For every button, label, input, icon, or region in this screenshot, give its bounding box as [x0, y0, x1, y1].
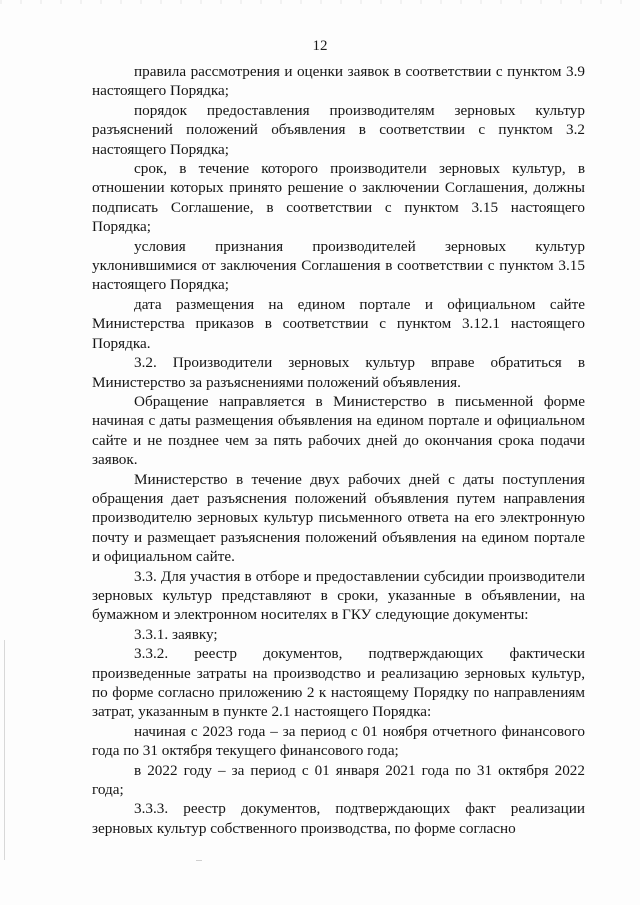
- paragraph-signing-deadline: срок, в течение которого производители зерновых культур, в отношении которых принято решение о заключении Соглашения, должны подписать Соглашение, в соответствии с пунктом 3.15 настоящего Порядка;: [92, 160, 585, 236]
- paragraph-3-2: 3.2. Производители зерновых культур вправе обратиться в Министерство за разъяснениями положений объявления.: [92, 354, 585, 391]
- paragraph-review-rules: правила рассмотрения и оценки заявок в соответствии с пунктом 3.9 настоящего Порядка;: [92, 63, 585, 100]
- paragraph-period-2022: в 2022 году – за период с 01 января 2021 года по 31 октября 2022 года;: [92, 761, 585, 799]
- paragraph-request-submission: Обращение направляется в Министерство в письменной форме начиная с даты размещения объявления на едином портале и официальном сайте и не позднее чем за пять рабочих дней до окончания срока подачи заявок.: [92, 392, 585, 469]
- paragraph-clarification-procedure: порядок предоставления производителям зерновых культур разъяснений положений объявления в соответствии с пунктом 3.2 настоящего Порядка;: [92, 101, 585, 158]
- scan-artifact-top: [0, 0, 640, 4]
- paragraph-evasion-conditions: условия признания производителей зерновых культур уклонившимися от заключения Соглашения в соответствии с пунктом 3.15 настоящего Порядка;: [92, 237, 585, 294]
- paragraph-3-3-2: 3.3.2. реестр документов, подтверждающих фактически произведенные затраты на производство и реализацию зерновых культур, по форме согласно приложению 2 к настоящему Порядку по направлениям затрат, указанным в пункте 2.1 настоящего Порядка:: [92, 645, 585, 721]
- document-body: [92, 62, 585, 838]
- paragraph-3-3-1: 3.3.1. заявку;: [134, 625, 218, 643]
- paragraph-publication-date: дата размещения на едином портале и официальном сайте Министерства приказов в соответствии с пунктом 3.12.1 настоящего Порядка.: [92, 295, 585, 352]
- paragraph-ministry-response: Министерство в течение двух рабочих дней с даты поступления обращения дает разъяснения положений объявления путем направления производителю зерновых культур письменного ответа на его электронную почту и размещает разъяснения положений объявления на едином портале и официальном сайте.: [92, 470, 585, 566]
- paragraph-3-3: 3.3. Для участия в отборе и предоставлении субсидии производители зерновых культур представляют в сроки, указанные в объявлении, на бумажном и электронном носителях в ГКУ следующие документы:: [92, 567, 585, 624]
- paragraph-period-2023: начиная с 2023 года – за период с 01 ноября отчетного финансового года по 31 октября текущего финансового года;: [92, 722, 585, 760]
- paragraph-3-3-3: 3.3.3. реестр документов, подтверждающих факт реализации зерновых культур собственного производства, по форме согласно: [92, 800, 585, 837]
- scan-artifact-left-edge: [4, 640, 5, 860]
- scan-artifact-bottom: [196, 860, 202, 861]
- page-number: 12: [312, 38, 328, 54]
